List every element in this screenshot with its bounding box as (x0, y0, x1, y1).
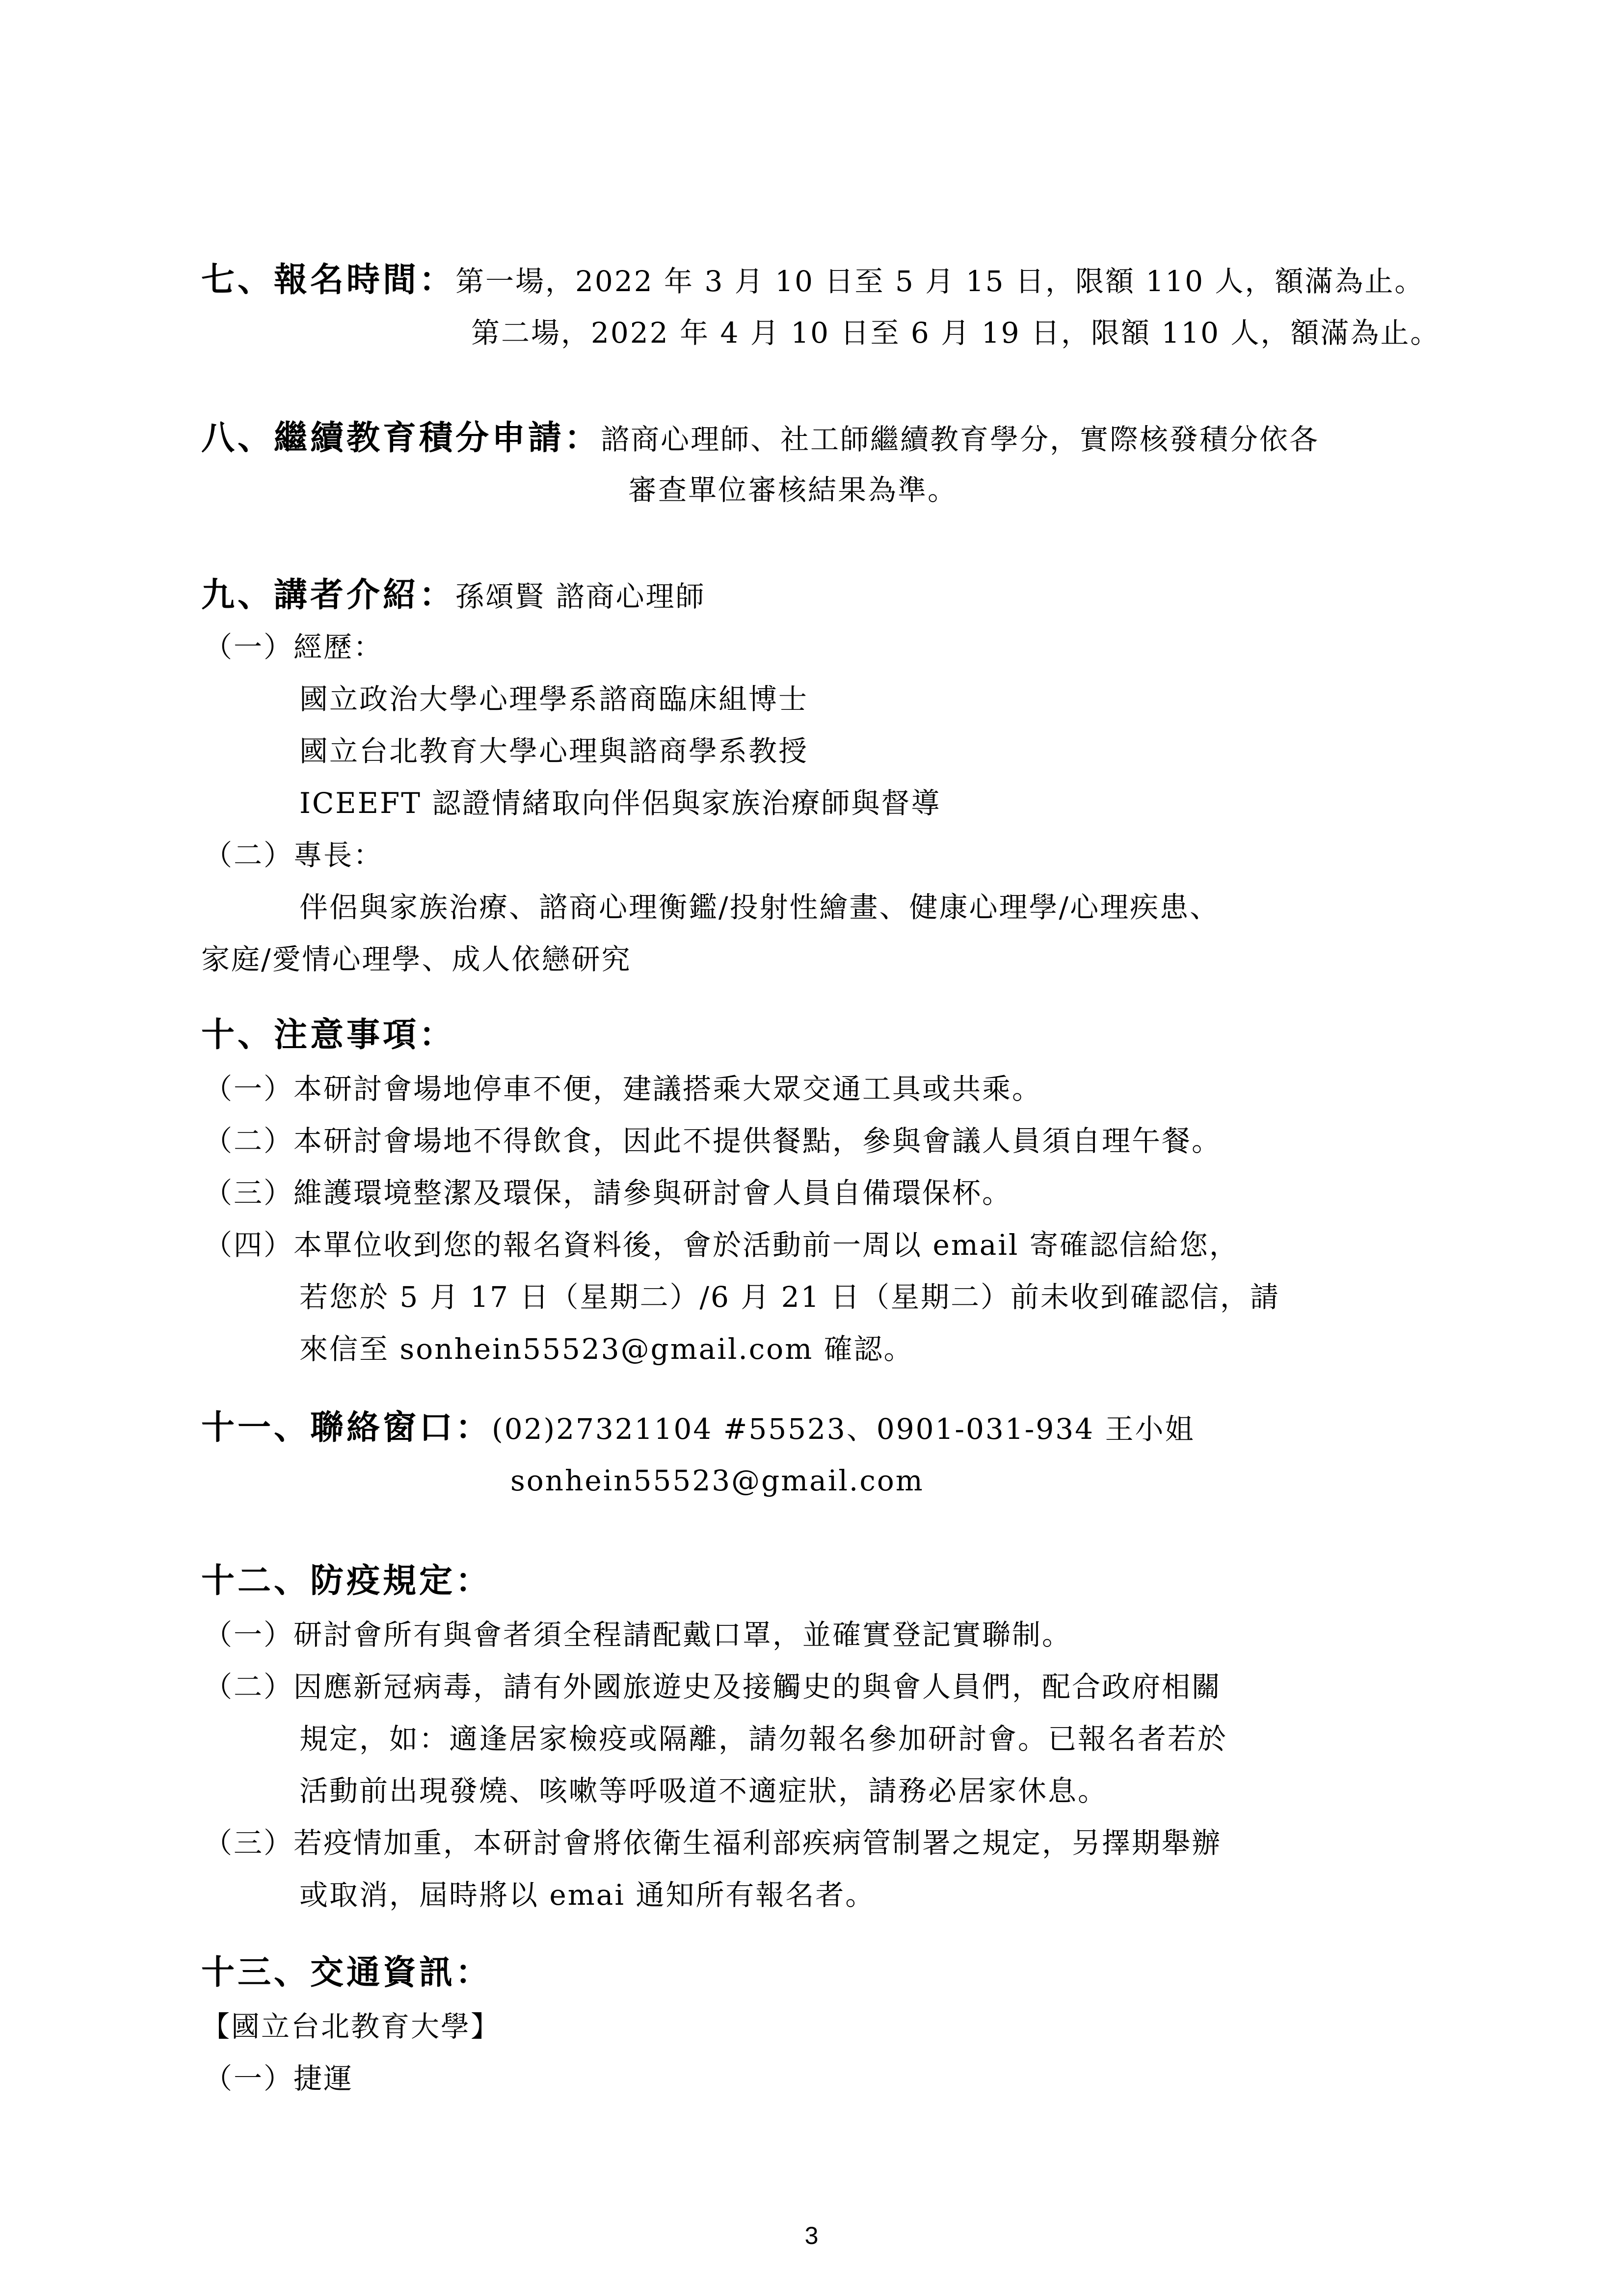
experience-label: （一）經歷： (204, 630, 384, 664)
section-12-heading: 十二、防疫規定： (201, 1561, 492, 1600)
contact-phone: (02)27321104 #55523、0901-031-934 王小姐 (492, 1412, 1195, 1446)
specialty-line-1: 伴侶與家族治療、諮商心理衡鑑/投射性繪畫、健康心理學/心理疾患、 (299, 891, 1220, 924)
specialty-line-2: 家庭/愛情心理學、成人依戀研究 (201, 943, 632, 976)
section-8-line-2: 審查單位審核結果為準。 (628, 473, 958, 507)
page-number: 3 (804, 2222, 819, 2249)
section-7-heading: 七、報名時間： (201, 260, 456, 299)
covid-item-2-cont-2: 活動前出現發燒、咳嗽等呼吸道不適症狀，請務必居家休息。 (299, 1774, 1108, 1808)
section-7-text-1: 第一場，2022 年 3 月 10 日至 5 月 15 日，限額 110 人，額滿為止。 (455, 265, 1425, 298)
covid-item-1: （一）研討會所有與會者須全程請配戴口罩，並確實登記實聯制。 (204, 1618, 1072, 1651)
transport-place: 【國立台北教育大學】 (201, 2010, 501, 2043)
section-9-heading: 九、講者介紹： (201, 575, 456, 615)
covid-item-3-cont-1: 或取消，屆時將以 emai 通知所有報名者。 (299, 1878, 876, 1912)
section-7-line-1 (201, 260, 1425, 301)
speaker-name: 孫頌賢 諮商心理師 (455, 580, 706, 613)
contact-email: sonhein55523@gmail.com (510, 1464, 924, 1497)
covid-item-3: （三）若疫情加重，本研討會將依衛生福利部疾病管制署之規定，另擇期舉辦 (204, 1826, 1222, 1860)
section-13-heading: 十三、交通資訊： (201, 1953, 492, 1992)
section-11-line-1 (201, 1408, 1195, 1449)
section-10-heading: 十、注意事項： (201, 1015, 456, 1054)
section-11-heading: 十一、聯絡窗口： (201, 1408, 492, 1447)
transport-item-1: （一）捷運 (204, 2062, 354, 2095)
section-7-line-2: 第二場，2022 年 4 月 10 日至 6 月 19 日，限額 110 人，額滿為止。 (471, 316, 1440, 350)
section-8-text-1: 諮商心理師、社工師繼續教育學分，實際核發積分依各 (601, 423, 1320, 456)
covid-item-2: （二）因應新冠病毒，請有外國旅遊史及接觸史的與會人員們，配合政府相關 (204, 1670, 1222, 1703)
notice-item-4-cont-1: 若您於 5 月 17 日（星期二）/6 月 21 日（星期二）前未收到確認信，請 (299, 1280, 1280, 1314)
notice-item-3: （三）維護環境整潔及環保，請參與研討會人員自備環保杯。 (204, 1176, 1012, 1210)
covid-item-2-cont-1: 規定，如：適逢居家檢疫或隔離，請勿報名參加研討會。已報名者若於 (299, 1722, 1228, 1756)
experience-item-1: 國立政治大學心理學系諮商臨床組博士 (299, 682, 809, 716)
experience-item-2: 國立台北教育大學心理與諮商學系教授 (299, 734, 809, 768)
experience-item-3: ICEEFT 認證情緒取向伴侶與家族治療師與督導 (299, 786, 941, 820)
notice-item-2: （二）本研討會場地不得飲食，因此不提供餐點，參與會議人員須自理午餐。 (204, 1124, 1222, 1158)
section-8-line-1 (201, 418, 1319, 459)
specialty-label: （二）專長： (204, 838, 384, 872)
notice-item-1: （一）本研討會場地停車不便，建議搭乘大眾交通工具或共乘。 (204, 1072, 1042, 1106)
section-9-line-1 (201, 575, 705, 616)
notice-item-4: （四）本單位收到您的報名資料後，會於活動前一周以 email 寄確認信給您， (204, 1228, 1239, 1262)
section-8-heading: 八、繼續教育積分申請： (201, 418, 601, 458)
notice-item-4-cont-2: 來信至 sonhein55523@gmail.com 確認。 (299, 1332, 914, 1366)
